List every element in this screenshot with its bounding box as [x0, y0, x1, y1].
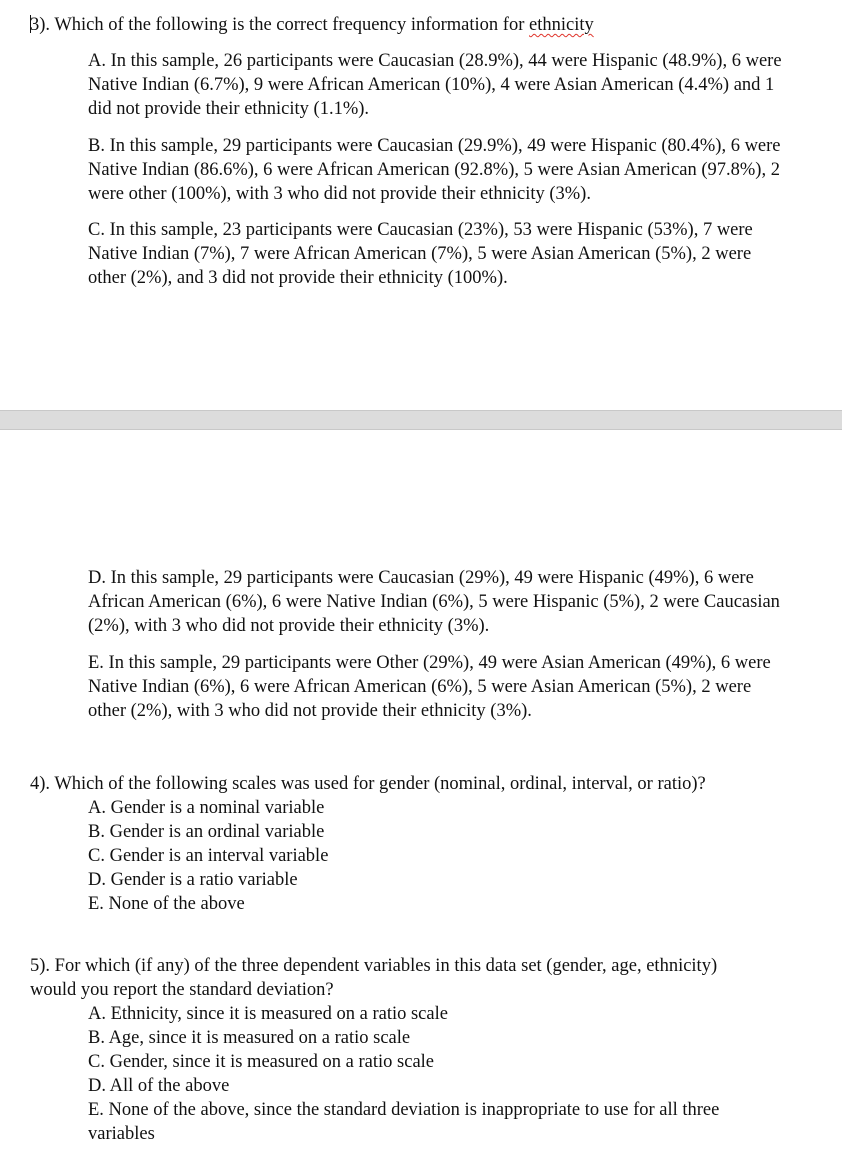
question-3-option-b[interactable]: B. In this sample, 29 participants were Caucasian (29.9%), 49 were Hispanic (80.4%), 6 were Native Indian (86.6%), 6 were African American (92.8%), 5 were Asian American (97.8%), 2 were other (100%), with 3 who did not provide their ethnicity (3%).: [88, 136, 781, 204]
misspelled-word[interactable]: ethnicity: [529, 15, 594, 35]
question-3-title: 3). Which of the following is the correct frequency information for ethnicity: [30, 15, 594, 35]
question-5-title: 5). For which (if any) of the three dependent variables in this data set (gender, age, ethnicity) would you report the standard deviation?: [30, 956, 718, 1000]
question-4-option-e[interactable]: E. None of the above: [88, 894, 245, 914]
document-page-2: [0, 430, 842, 1170]
question-3-option-e[interactable]: E. In this sample, 29 participants were Other (29%), 49 were Asian American (49%), 6 were Native Indian (6%), 6 were African American (6%), 5 were Asian American (5%), 2 were other (2%), with 3 who did not provide their ethnicity (3%).: [88, 653, 771, 721]
question-4-option-a[interactable]: A. Gender is a nominal variable: [88, 798, 325, 818]
question-3-option-c[interactable]: C. In this sample, 23 participants were Caucasian (23%), 53 were Hispanic (53%), 7 were Native Indian (7%), 7 were African American (7%), 5 were Asian American (5%), 2 were other (2%), and 3 did not provide their ethnicity (100%).: [88, 220, 753, 288]
question-3-option-a[interactable]: A. In this sample, 26 participants were Caucasian (28.9%), 44 were Hispanic (48.9%), 6 were Native Indian (6.7%), 9 were African American (10%), 4 were Asian American (4.4%) and 1 did not provide their ethnicity (1.1%).: [88, 51, 782, 119]
page-break-gap: [0, 410, 842, 430]
question-5-option-d[interactable]: D. All of the above: [88, 1076, 230, 1096]
question-5-option-b[interactable]: B. Age, since it is measured on a ratio scale: [88, 1028, 411, 1048]
document-page-1: [0, 0, 842, 410]
question-3-option-d[interactable]: D. In this sample, 29 participants were Caucasian (29%), 49 were Hispanic (49%), 6 were African American (6%), 6 were Native Indian (6%), 5 were Hispanic (5%), 2 were Caucasian (2%), with 3 who did not provide their ethnicity (3%).: [88, 568, 780, 636]
question-5-option-c[interactable]: C. Gender, since it is measured on a ratio scale: [88, 1052, 435, 1072]
question-5-option-e[interactable]: E. None of the above, since the standard deviation is inappropriate to use for all three variables: [88, 1100, 720, 1144]
question-4-title: 4). Which of the following scales was used for gender (nominal, ordinal, interval, or ratio)?: [30, 774, 706, 794]
question-4-option-d[interactable]: D. Gender is a ratio variable: [88, 870, 298, 890]
question-4-option-b[interactable]: B. Gender is an ordinal variable: [88, 822, 325, 842]
question-5-option-a[interactable]: A. Ethnicity, since it is measured on a ratio scale: [88, 1004, 448, 1024]
question-4-option-c[interactable]: C. Gender is an interval variable: [88, 846, 329, 866]
